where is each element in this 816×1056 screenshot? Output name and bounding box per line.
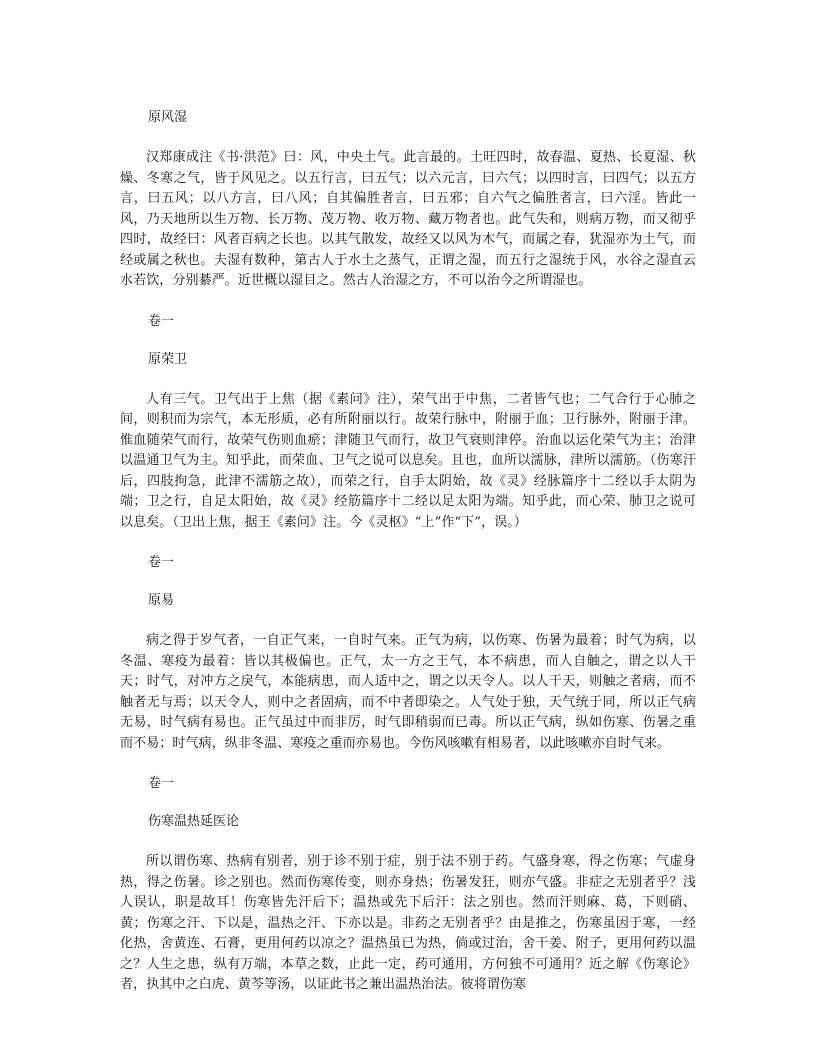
section-heading: 伤寒温热延医论 (148, 814, 240, 829)
section-paragraph: 人有三气。卫气出于上焦（据《素问》注），荣气出于中焦，二者皆气也；二气合行于心肺之间，则积而为宗气，本无形质，必有所附丽以行。故荣行脉中，附丽于血；卫行脉外，附丽于津。惟血随荣气而行，故荣气伤则血瘀；津随卫气而行，故卫气衰则津停。治血以运化荣气为主；治津以温通卫气为主。知乎此，而荣血、卫气之说可以息矣。且也，血所以濡脉，津所以濡筋。（伤寒汗后，四肢拘急，此津不濡筋之故），而荣之行，自手太阴始，故《灵》经脉篇序十二经以手太阴为端；卫之行，自足太阳始，故《灵》经筋篇序十二经以足太阳为端。知乎此，而心荣、肺卫之说可以息矣。（卫出上焦，据王《素问》注。今《灵枢》“上”作“下”，误。） (120, 391, 696, 530)
section-paragraph: 病之得于岁气者，一自正气来，一自时气来。正气为病，以伤寒、伤暑为最着；时气为病，以冬温、寒疫为最着：皆以其极偏也。正气，太一方之王气，本不病患，而人自触之，谓之以人干天；时气，对冲方之戾气，本能病患，而人适中之，谓之以天令人。以人干天，则触之者病，而不触者无与焉；以天令人，则中之者固病，而不中者即染之。人气处于独，天气统于同，所以正气病无易，时气病有易也。正气虽过中而非厉，时气即稍弱而已毒。所以正气病，纵如伤寒、伤暑之重而不易；时气病，纵非冬温、寒疫之重而亦易也。今伤风咳嗽有相易者，以此咳嗽亦自时气来。 (120, 633, 696, 751)
document-page (120, 108, 696, 996)
volume-label: 卷一 (148, 555, 175, 570)
volume-label: 卷一 (148, 776, 175, 791)
section-heading: 原易 (148, 593, 175, 608)
section-paragraph: 汉郑康成注《书·洪范》曰：风，中央土气。此言最的。土旺四时，故春温、夏热、长夏湿、秋燥、冬寒之气，皆于风见之。以五行言，曰五气；以六元言，曰六气；以四时言，曰四气；以五方言，曰五风；以八方言，曰八风；自其偏胜者言，曰五邪；自六气之偏胜者言，曰六淫。皆此一风，乃天地所以生万物、长万物、茂万物、收万物、藏万物者也。此气失和，则病万物，而又彻乎四时，故经曰：风者百病之长也。以其气散发，故经又以风为木气，而属之春，犹湿亦为土气，而经或属之秋也。夫湿有数种，第古人于水土之蒸气，正谓之湿，而五行之湿统于风，水谷之湿直云水若饮，分别綦严。近世概以湿目之。然古人治湿之方，不可以治今之所谓湿也。 (120, 150, 696, 288)
section-heading: 原荣卫 (148, 351, 188, 367)
section-paragraph: 所以谓伤寒、热病有别者，别于诊不别于症，别于法不别于药。气盛身寒，得之伤寒；气虚身热，得之伤暑。诊之别也。然而伤寒传变，则亦身热；伤暑发狂，则亦气盛。非症之无别者乎？浅人误认，职是故耳！伤寒皆先汗后下；温热或先下后汗：法之别也。然而汗则麻、葛，下则硝、黄；伤寒之汗、下以是，温热之汗、下亦以是。非药之无别者乎？由是推之，伤寒虽因于寒，一经化热，舍黄连、石膏，更用何药以凉之？温热虽已为热，倘或过治，舍干姜、附子，更用何药以温之？人生之患，纵有万端，本草之数，止此一定，药可通用，方何独不可通用？近之解《伤寒论》者，执其中之白虎、黄芩等汤，以证此书之兼出温热治法。彼将谓伤寒 (120, 854, 696, 992)
volume-label: 卷一 (148, 313, 175, 329)
section-heading: 原风湿 (148, 110, 188, 125)
